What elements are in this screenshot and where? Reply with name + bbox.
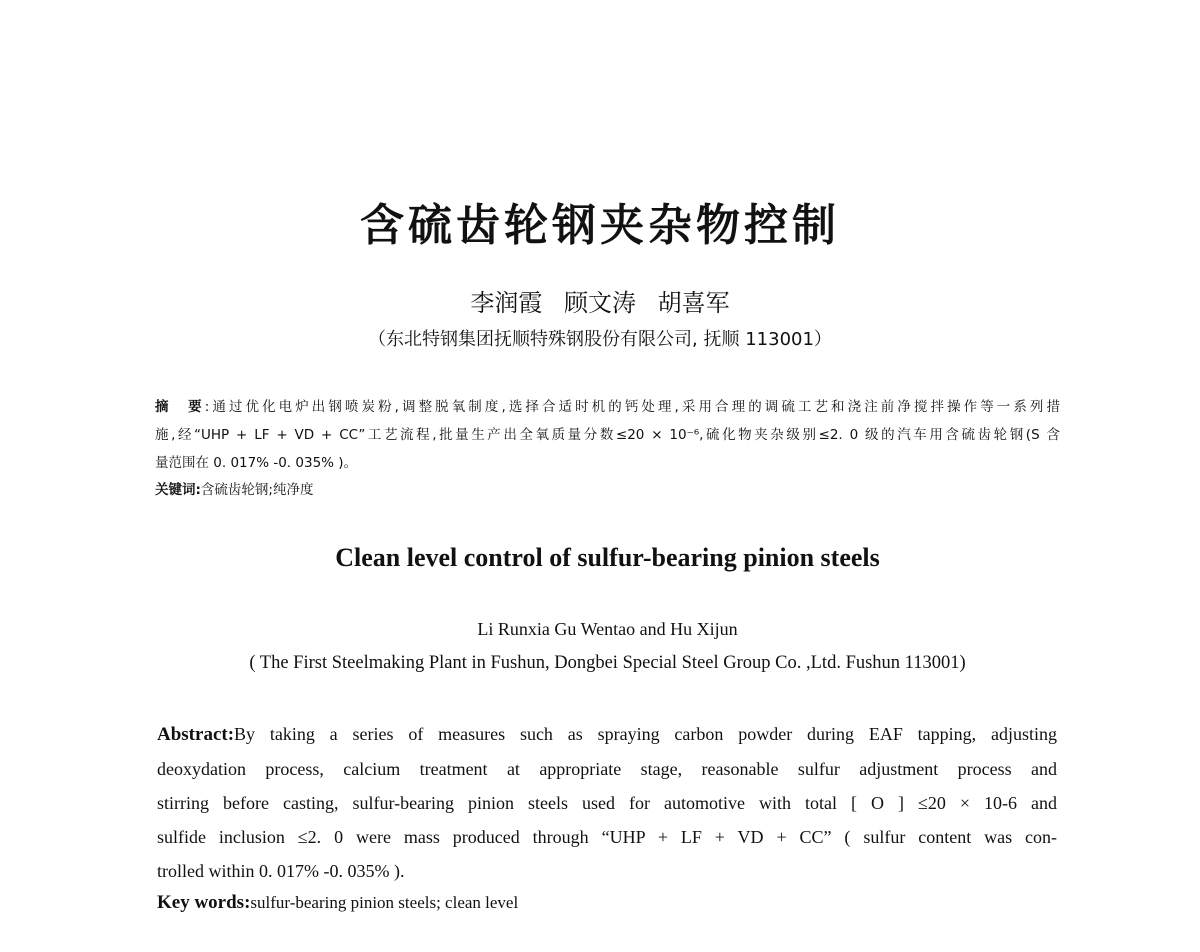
chinese-abstract-text-2: 施,经“UHP + LF + VD + CC”工艺流程,批量生产出全氧质量分数≤20 × 10⁻⁶,硫化物夹杂级别≤2. 0 级的汽车用含硫齿轮钢(S 含: [155, 427, 1060, 443]
english-abstract-line-1: [157, 717, 1057, 752]
chinese-authors: 李润霞 顾文涛 胡喜军: [470, 289, 730, 317]
english-abstract-text-4: sulfide inclusion ≤2. 0 were mass produced through “UHP + LF + VD + CC” ( sulfur content was con-: [157, 827, 1057, 847]
chinese-abstract-line-2: [155, 421, 1060, 449]
english-abstract-line-5: [157, 854, 1057, 888]
chinese-title: 含硫齿轮钢夹杂物控制: [360, 200, 840, 251]
english-keywords: [157, 888, 518, 918]
english-title: Clean level control of sulfur-bearing pinion steels: [335, 543, 880, 572]
english-abstract: [157, 717, 1057, 888]
english-keywords-label: Key words: [157, 892, 245, 913]
chinese-keywords-separator: :: [195, 482, 201, 498]
chinese-keywords: [155, 476, 313, 504]
english-abstract-text-1: By taking a series of measures such as spraying carbon powder during EAF tapping, adjusting: [234, 724, 1057, 744]
chinese-abstract-line-3: [155, 449, 1060, 477]
english-abstract-line-2: [157, 752, 1057, 786]
chinese-abstract-text-3: 量范围在 0. 017% -0. 035% )。: [155, 455, 358, 471]
english-abstract-separator: :: [227, 724, 235, 745]
chinese-keywords-label: 关键词: [155, 482, 196, 498]
chinese-abstract-label: 摘 要: [155, 399, 205, 415]
english-abstract-line-3: [157, 786, 1057, 820]
english-authors: Li Runxia Gu Wentao and Hu Xijun: [477, 619, 738, 639]
chinese-abstract-line-1: [155, 393, 1060, 421]
english-keywords-separator: :: [244, 892, 251, 913]
english-affiliation: ( The First Steelmaking Plant in Fushun, Dongbei Special Steel Group Co. ,Ltd. Fushun 113001): [249, 653, 966, 673]
english-abstract-text-5: trolled within 0. 017% -0. 035% ).: [157, 861, 405, 881]
chinese-abstract-separator: :: [204, 399, 210, 415]
english-keywords-text: sulfur-bearing pinion steels; clean level: [250, 893, 519, 912]
english-abstract-label: Abstract: [157, 724, 228, 745]
english-abstract-text-2: deoxydation process, calcium treatment at appropriate stage, reasonable sulfur adjustment process and: [157, 759, 1057, 779]
english-abstract-line-4: [157, 820, 1057, 854]
chinese-keywords-text: 含硫齿轮钢;纯净度: [200, 482, 314, 498]
chinese-affiliation: （东北特钢集团抚顺特殊钢股份有限公司, 抚顺 113001）: [368, 329, 832, 350]
english-abstract-text-3: stirring before casting, sulfur-bearing pinion steels used for automotive with total [ O ] ≤20 × 10-6 and: [157, 793, 1057, 813]
chinese-abstract-text-1: 通过优化电炉出钢喷炭粉,调整脱氧制度,选择合适时机的钙处理,采用合理的调硫工艺和浇注前净搅拌操作等一系列措: [209, 399, 1060, 415]
chinese-abstract: [155, 393, 1060, 477]
